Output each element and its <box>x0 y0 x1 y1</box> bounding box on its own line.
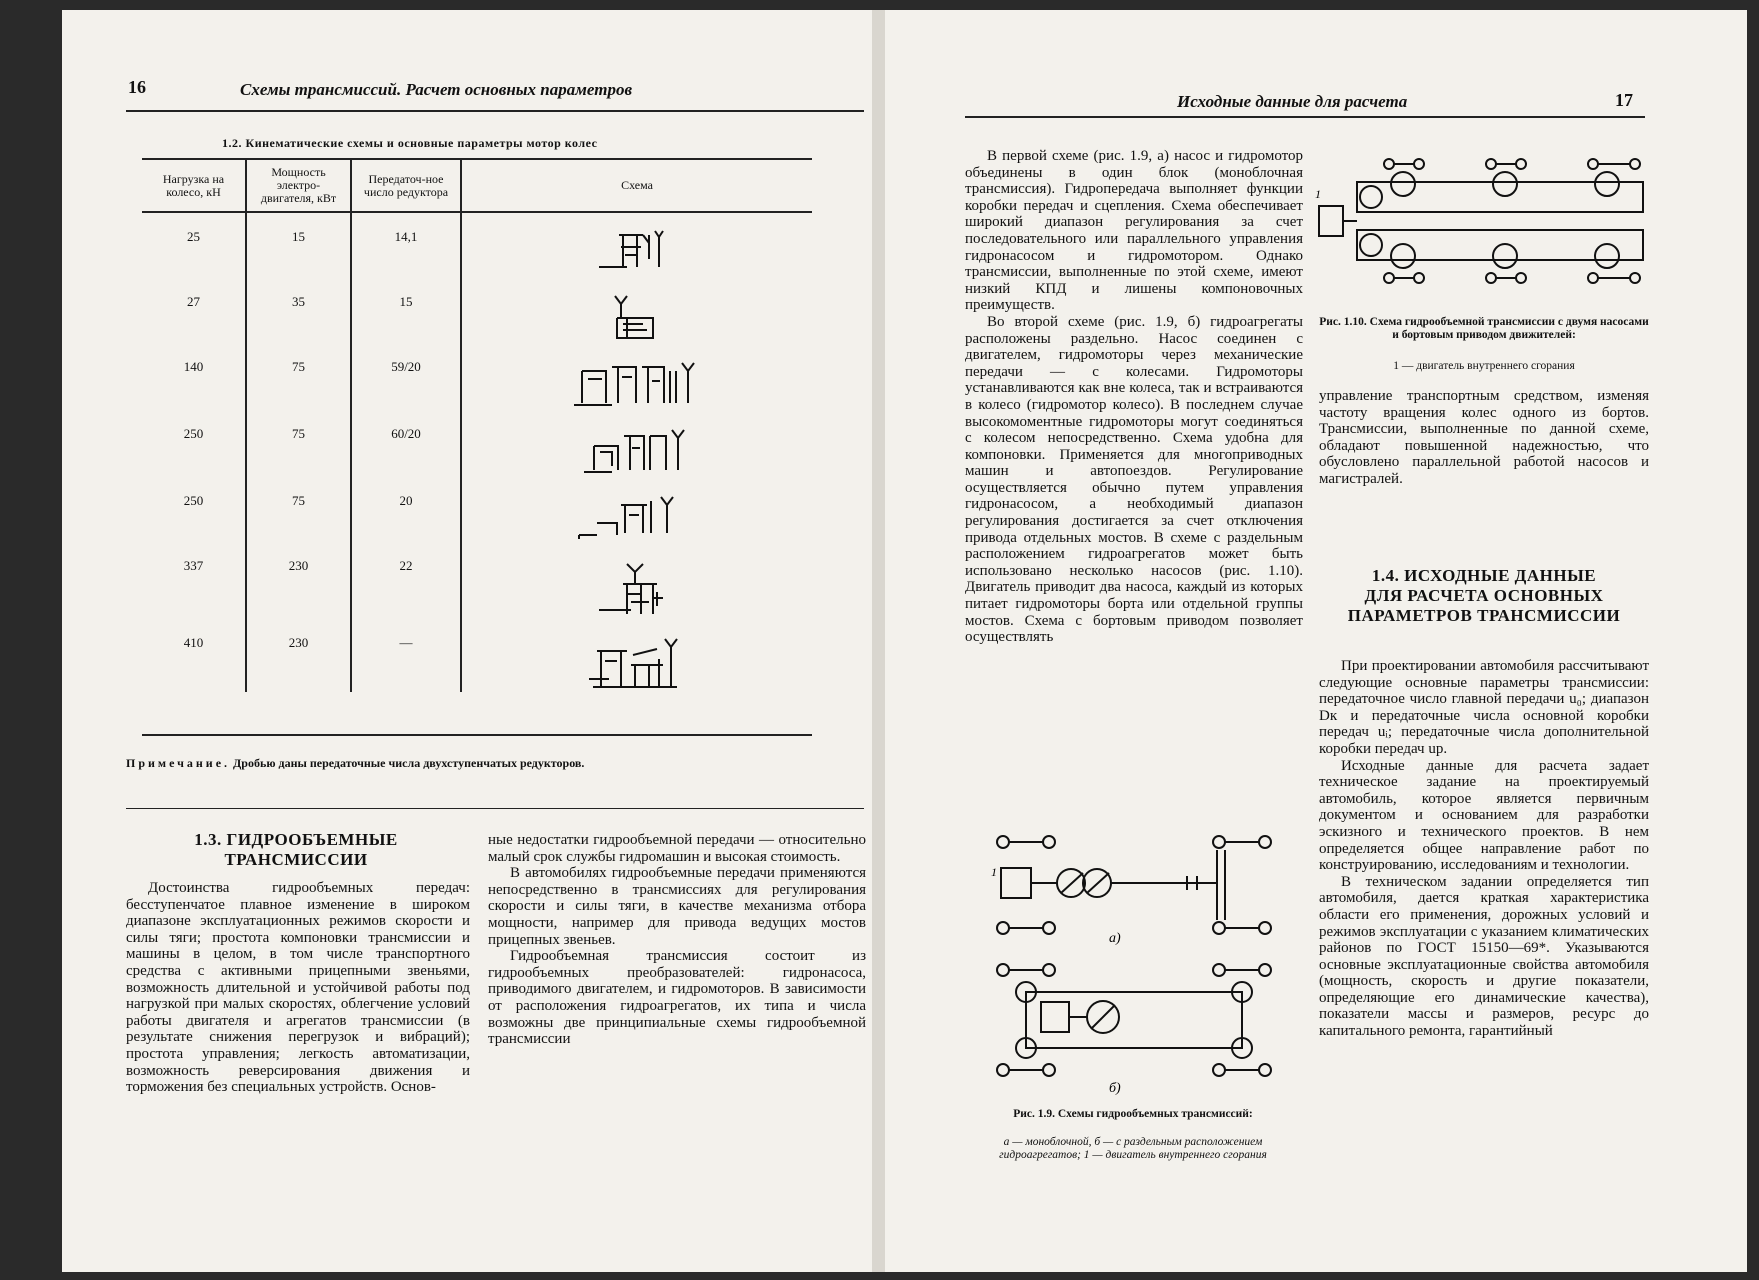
kinematic-schema-drawing <box>597 558 677 618</box>
cell-schema <box>461 343 812 410</box>
table-row <box>142 278 812 343</box>
cell-schema <box>461 542 812 619</box>
header-rule <box>126 110 864 112</box>
table-row <box>142 212 812 278</box>
paragraph: управление транспортным средством, изменяя частоту вращения колес одного из бортов. Трансмиссии, выполненные по данной схеме, обладают повышенной надежностью, что обусловлено параллельной работой насосов и магистралей. <box>1319 388 1649 487</box>
left-column-1 <box>126 880 470 1096</box>
cell-ratio: 14,1 <box>351 212 461 278</box>
kinematic-schema-drawing <box>607 294 667 342</box>
header-schema: Схема <box>461 159 812 212</box>
cell-ratio: 59/20 <box>351 343 461 410</box>
header-power: Мощность электро-двигателя, кВт <box>246 159 351 212</box>
cell-load: 25 <box>187 229 200 244</box>
cell-schema <box>461 619 812 692</box>
figure-label-a: а) <box>1109 931 1121 946</box>
header-rule <box>965 116 1645 118</box>
paragraph: Во второй схеме (рис. 1.9, б) гидроагрегаты расположены раздельно. Насос соединен с двигателем, гидромоторы через механические передачи — с колесами. Гидромоторы устанавливаются как вне колеса, так и встраиваются в колесо (гидромотор колесо). В последнем случае высокомоментные гидромоторы могут соединяться с колесом непосредственно. Схема удобна для компоновки. Применяется для многоприводных машин и автопоездов. Регулирование осуществляется обычно путем управления гидронасосом, а необходимый диапазон регулирования достигается за счет отключения привода отдельных мостов. В схеме с раздельным расположением гидроагрегатов может быть использовано несколько насосов (рис. 1.10). Двигатель приводит два насоса, каждый из которых питает гидромоторы борта или отдельной группы мостов. Схема с бортовым приводом позволяет осуществлять <box>965 313 1303 646</box>
figure-1-10-two-pump-scheme <box>1315 158 1651 308</box>
note-label: Примечание. <box>126 756 231 770</box>
left-page <box>62 10 872 1272</box>
page-number: 17 <box>1615 90 1633 110</box>
cell-schema <box>461 278 812 343</box>
right-column-1 <box>965 148 1303 646</box>
cell-ratio: 60/20 <box>351 410 461 477</box>
table-row <box>142 410 812 477</box>
figure-label-b: б) <box>1109 1081 1121 1096</box>
paragraph: Гидрообъемная трансмиссия состоит из гидрообъемных преобразователей: гидронасоса, приводимого двигателем, и гидромоторов. В зависимости от расположения гидроагрегатов, их типа и числа возможны две принципиальные схемы гидрообъемной трансмиссии <box>488 948 866 1048</box>
table-row <box>142 542 812 619</box>
kinematic-schema-drawing <box>582 426 692 476</box>
cell-power: 230 <box>246 542 351 619</box>
section-title-1-4: 1.4. ИСХОДНЫЕ ДАННЫЕ ДЛЯ РАСЧЕТА ОСНОВНЫХ ПАРАМЕТРОВ ТРАНСМИССИИ <box>1347 566 1621 625</box>
figure-1-9-hydrostatic-schemes <box>991 830 1291 1096</box>
table-row <box>142 343 812 410</box>
left-column-2 <box>488 832 866 1048</box>
kinematic-schema-drawing <box>572 359 702 409</box>
kinematic-schema-drawing <box>597 229 677 273</box>
note-text: Дробью даны передаточные числа двухступенчатых редукторов. <box>233 756 585 770</box>
section-title-1-3: 1.3. ГИДРООБЪЕМНЫЕ ТРАНСМИССИИ <box>194 830 398 869</box>
paragraph: При проектировании автомобиля рассчитывают следующие основные параметры трансмиссии: передаточное число главной передачи u₀; диапазон Dк и передаточные числа основной коробки передач uᵢ; передаточные числа дополнительной коробки передач uр. <box>1319 658 1649 757</box>
figure-1-10-legend: 1 — двигатель внутреннего сгорания <box>1393 360 1575 372</box>
figure-1-9-caption: Рис. 1.9. Схемы гидрообъемных трансмиссий: <box>1013 1108 1253 1120</box>
section-rule <box>126 808 864 809</box>
cell-ratio: 15 <box>351 278 461 343</box>
cell-load: 250 <box>183 426 204 441</box>
table-caption: 1.2. Кинематические схемы и основные параметры мотор колес <box>222 136 598 150</box>
cell-power: 15 <box>246 212 351 278</box>
right-column-2b <box>1319 658 1649 1040</box>
paragraph: В первой схеме (рис. 1.9, а) насос и гидромотор объединены в один блок (моноблочная трансмиссия). Гидропередача выполняет функции коробки передач и сцепления. Схема обеспечивает широкий диапазон регулирования за счет последовательного или параллельного управления гидронасосом и гидромотором. Однако трансмиссии, выполненные по этой схеме, имеют низкий КПД и лишены компоновочных преимуществ. <box>965 148 1303 314</box>
kinematic-schema-drawing <box>577 493 697 539</box>
cell-power: 230 <box>246 619 351 692</box>
cell-power: 75 <box>246 477 351 542</box>
paragraph: ные недостатки гидрообъемной передачи — относительно малый срок службы гидромашин и высокая стоимость. <box>488 832 866 865</box>
table-bottom-rule <box>142 734 812 736</box>
cell-ratio: 20 <box>351 477 461 542</box>
cell-load: 410 <box>183 635 204 650</box>
table-row <box>142 477 812 542</box>
cell-load: 140 <box>183 359 204 374</box>
cell-ratio: — <box>351 619 461 692</box>
paragraph: В автомобилях гидрообъемные передачи применяются непосредственно в трансмиссиях для регулирования скорости и силы тяги, в качестве механизма отбора мощности, например для привода ведущих мостов прицепных звеньев. <box>488 865 866 948</box>
header-ratio: Передаточ-ное число редуктора <box>351 159 461 212</box>
figure-1-10-caption: Рис. 1.10. Схема гидрообъемной трансмиссии с двумя насосами и бортовым приводом движителей: <box>1319 316 1649 341</box>
figure-1-9-legend: а — моноблочной, б — с раздельным расположением гидроагрегатов; 1 — двигатель внутреннего сгорания <box>999 1136 1267 1161</box>
header-load: Нагрузка на колесо, кН <box>142 159 246 212</box>
cell-power: 75 <box>246 410 351 477</box>
table-note <box>126 757 872 770</box>
cell-load: 250 <box>183 493 204 508</box>
right-column-2a <box>1319 388 1649 488</box>
paragraph: Достоинства гидрообъемных передач: бесступенчатое плавное изменение в широком диапазоне эксплуатационных режимов скорости и силы тяги; простота компоновки трансмиссии и машины в целом, в том числе транспортного средства с активными прицепными звеньями, возможность длительной и устойчивой работы под нагрузкой при малых скоростях, облегчение условий работы двигателя и агрегатов трансмиссии (в результате снижения перегрузок и вибраций); простота управления; легкость автоматизации, возможность реверсирования движения и торможения без специальных устройств. Основ- <box>126 880 470 1096</box>
kinematic-schema-drawing <box>587 635 687 691</box>
running-head: Исходные данные для расчета <box>1177 92 1408 111</box>
figure-label: 1 <box>1315 187 1321 201</box>
cell-power: 75 <box>246 343 351 410</box>
cell-load: 337 <box>183 558 204 573</box>
paragraph: В техническом задании определяется тип автомобиля, дается краткая характеристика области его применения, дорожных условий и режимов эксплуатации с указанием климатических районов по ГОСТ 15150—69*. Указываются основные эксплуатационные свойства автомобиля (мощность, скорость и другие показатели, определяющие его динамические качества), показатели массы и размеров, ресурс до капитального ремонта, гарантийный <box>1319 873 1649 1040</box>
book-gutter <box>872 10 885 1272</box>
table-row <box>142 619 812 692</box>
cell-schema <box>461 212 812 278</box>
right-page <box>885 10 1747 1272</box>
cell-schema <box>461 477 812 542</box>
page-number: 16 <box>128 77 146 97</box>
cell-load: 27 <box>187 294 200 309</box>
paragraph: Исходные данные для расчета задает техническое задание на проектируемый автомобиль, которое является первичным документом и основанием для разработки эскизного и технического проектов. В нем определяется общее направление работ по конструированию, исследованиям и технологии. <box>1319 757 1649 874</box>
cell-schema <box>461 410 812 477</box>
motor-wheel-table <box>142 158 812 692</box>
running-head: Схемы трансмиссий. Расчет основных параметров <box>240 80 633 99</box>
cell-power: 35 <box>246 278 351 343</box>
cell-ratio: 22 <box>351 542 461 619</box>
figure-label: 1 <box>991 865 997 879</box>
